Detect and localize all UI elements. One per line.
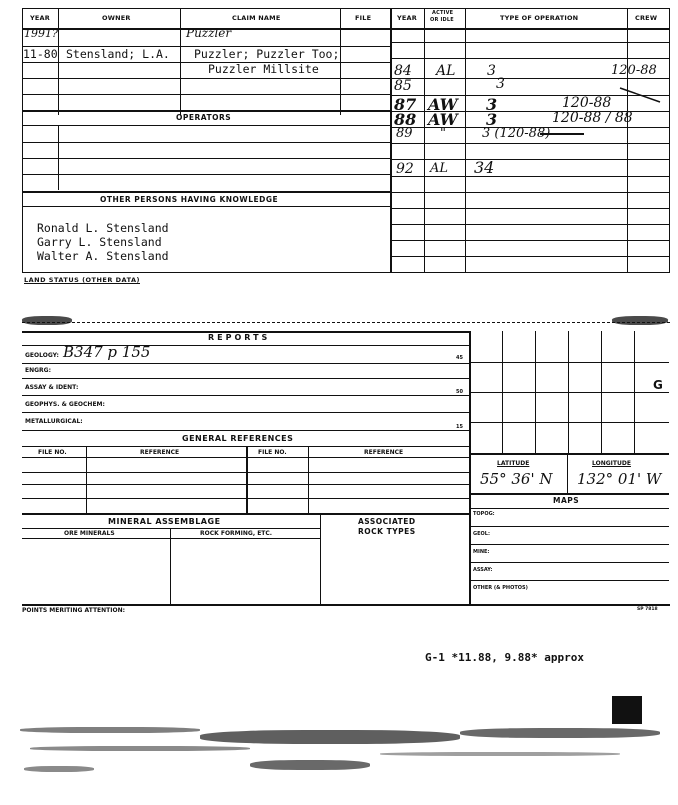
report-number: 45 (456, 355, 463, 361)
header-active: ACTIVE (432, 10, 454, 16)
associated-label: ASSOCIATED (358, 517, 416, 526)
grid-mark: G (653, 378, 664, 392)
operators-title: OPERATORS (176, 113, 232, 122)
points-meriting-attention: POINTS MERITING ATTENTION: (22, 607, 126, 614)
activity-type: 3 (486, 95, 498, 114)
col-reference: REFERENCE (140, 449, 180, 456)
activity-status: " (440, 126, 446, 141)
latitude-label: LATITUDE (497, 460, 530, 467)
assay-label: ASSAY & IDENT: (25, 384, 79, 391)
longitude-value: 132° 01' W (577, 470, 662, 488)
record-claim-line-2: Puzzler Millsite (208, 62, 319, 76)
activity-type: 3 (486, 110, 498, 129)
header-or-idle: OR IDLE (430, 17, 454, 23)
longitude-label: LONGITUDE (592, 460, 631, 467)
header-year-2: YEAR (397, 14, 417, 22)
header-claim-name: CLAIM NAME (232, 14, 281, 22)
scan-smear (22, 316, 72, 325)
person-name: Walter A. Stensland (37, 249, 169, 263)
maps-geol: GEOL: (473, 531, 490, 537)
engrg-label: ENGRG: (25, 367, 51, 374)
geology-label: GEOLOGY: (25, 352, 59, 359)
report-number: 50 (456, 389, 463, 395)
record-year-handwritten: 1991? (24, 27, 58, 40)
maps-title: MAPS (553, 496, 580, 505)
activity-year: 89 (396, 126, 413, 141)
record-claim-handwritten: Puzzler (186, 26, 232, 40)
metallurgical-label: METALLURGICAL: (25, 418, 83, 425)
person-name: Garry L. Stensland (37, 235, 162, 249)
ore-minerals-label: ORE MINERALS (64, 530, 115, 537)
activity-crew: 120-88 (562, 95, 612, 111)
activity-year: 92 (396, 161, 414, 177)
activity-year: 87 (394, 95, 417, 114)
geology-value: B347 p 155 (63, 343, 151, 361)
activity-status: AL (436, 63, 456, 79)
activity-status: AL (430, 161, 449, 176)
activity-type: 3 (120-88) (482, 126, 551, 141)
geophys-label: GEOPHYS. & GEOCHEM: (25, 401, 105, 408)
activity-year: 88 (394, 110, 417, 129)
activity-type: 34 (474, 158, 495, 177)
maps-other: OTHER (& PHOTOS) (473, 585, 528, 591)
header-crew: CREW (635, 14, 658, 22)
activity-year: 84 (394, 63, 412, 79)
col-reference-2: REFERENCE (364, 449, 404, 456)
maps-assay: ASSAY: (473, 567, 493, 573)
rock-forming-label: ROCK FORMING, ETC. (200, 530, 273, 537)
record-year: 11-80 (23, 47, 58, 61)
maps-mine: MINE: (473, 549, 490, 555)
report-number: 15 (456, 424, 463, 430)
activity-status: AW (428, 95, 458, 114)
activity-crew: 120-88 (611, 63, 657, 78)
activity-type: 3 (487, 63, 496, 79)
activity-status: AW (428, 110, 458, 129)
rock-types-label: ROCK TYPES (358, 527, 416, 536)
form-number: SP 7818 (637, 607, 658, 612)
reports-title: REPORTS (208, 333, 271, 342)
activity-type: 3 (496, 76, 505, 92)
col-file-no: FILE NO. (38, 449, 67, 456)
person-name: Ronald L. Stensland (37, 221, 169, 235)
header-year: YEAR (30, 14, 50, 22)
footer-note: G-1 *11.88, 9.88* approx (425, 651, 584, 664)
record-owner: Stensland; L.A. (66, 47, 170, 61)
scan-smear (612, 316, 668, 325)
general-references-title: GENERAL REFERENCES (182, 434, 294, 443)
knowledge-title: OTHER PERSONS HAVING KNOWLEDGE (100, 195, 279, 204)
header-type-of-operation: TYPE OF OPERATION (500, 14, 579, 22)
mineral-assemblage-title: MINERAL ASSEMBLAGE (108, 517, 221, 526)
col-file-no-2: FILE NO. (258, 449, 287, 456)
activity-year: 85 (394, 78, 412, 94)
latitude-value: 55° 36' N (480, 470, 553, 488)
header-file: FILE (355, 14, 372, 22)
header-owner: OWNER (102, 14, 131, 22)
land-status-label: LAND STATUS (OTHER DATA) (24, 276, 140, 284)
record-claim-line-1: Puzzler; Puzzler Too; (194, 47, 340, 61)
maps-topog: TOPOG: (473, 511, 495, 517)
activity-crew: 120-88 / 88 (552, 110, 633, 126)
